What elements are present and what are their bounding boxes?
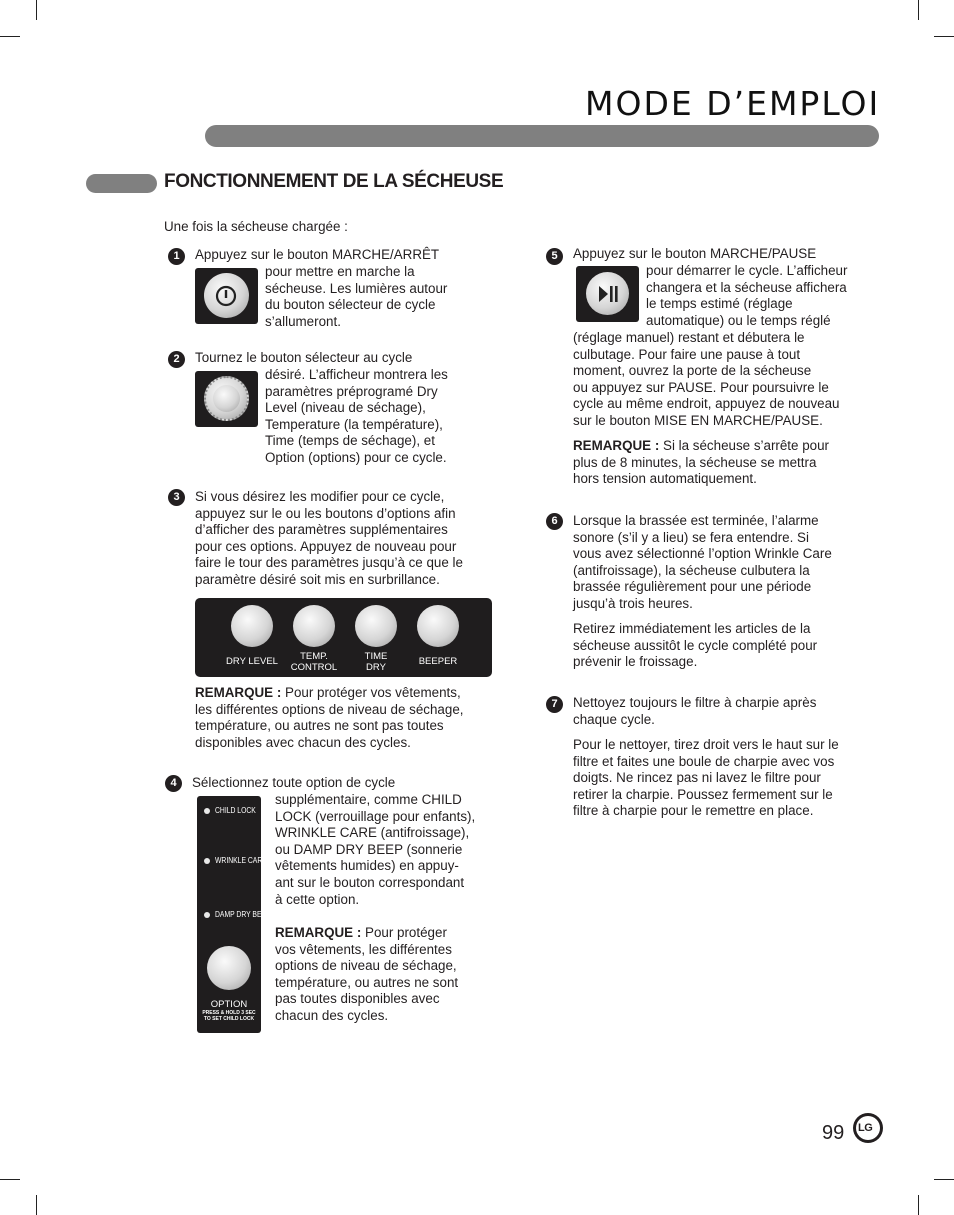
step-4-text: Sélectionnez toute option de cycle bbox=[192, 775, 396, 790]
step-6-text: Lorsque la brassée est terminée, l’alarme sonore (s’il y a lieu) se fera entendre. Si vous avez sélectionné l’option Wrinkle Care (antifroissage), la sécheuse culbutera la brassée régulièrement pour une période jusqu’à trois heures. bbox=[573, 513, 832, 611]
step-number-3: 3 bbox=[168, 489, 185, 506]
step-4-note: REMARQUE : Pour protéger vos vêtements, les différentes options de niveau de séchage, température, ou autres ne sont pas toutes disponibles avec chacun des cycles. bbox=[275, 925, 459, 1023]
crop-mark bbox=[918, 0, 919, 20]
section-title: FONCTIONNEMENT DE LA SÉCHEUSE bbox=[164, 171, 504, 192]
dry-level-label: DRY LEVEL bbox=[226, 656, 278, 667]
child-lock-led bbox=[204, 808, 210, 814]
crop-mark bbox=[0, 1179, 20, 1180]
step-number-5: 5 bbox=[546, 248, 563, 265]
cycle-selector-center bbox=[213, 385, 240, 412]
option-knob bbox=[207, 946, 251, 990]
step-number-1: 1 bbox=[168, 248, 185, 265]
damp-dry-beep-led bbox=[204, 912, 210, 918]
step-1-continued: pour mettre en marche la sécheuse. Les lumières autour du bouton sélecteur de cycle s’allumeront. bbox=[265, 264, 448, 329]
temp-control-knob bbox=[293, 605, 335, 647]
step-3-text: Si vous désirez les modifier pour ce cycle, appuyez sur le ou les boutons d’options afin d’afficher des paramètres supplémentaires pour ces options. Appuyez de nouveau pour faire le tour des paramètres jusqu’à ce que le paramètre désiré soit mis en surbrillance. bbox=[195, 489, 463, 587]
page-number: 99 bbox=[822, 1122, 845, 1144]
step-7-text: Nettoyez toujours le filtre à charpie après chaque cycle. bbox=[573, 695, 817, 727]
crop-mark bbox=[934, 1179, 954, 1180]
step-6-para2: Retirez immédiatement les articles de la sécheuse aussitôt le cycle complété pour prévenir le froissage. bbox=[573, 621, 818, 670]
power-icon bbox=[213, 283, 239, 309]
option-label: OPTION bbox=[210, 999, 248, 1010]
play-pause-icon bbox=[596, 283, 620, 305]
child-lock-label: CHILD LOCK bbox=[215, 806, 256, 815]
step-number-6: 6 bbox=[546, 513, 563, 530]
crop-mark bbox=[934, 36, 954, 37]
step-5-body: (réglage manuel) restant et débutera le culbutage. Pour faire une pause à tout moment, ouvrez la porte de la sécheuse ou appuyez sur PAUSE. Pour poursuivre le cycle au même endroit, appuyez de nouveau sur le bouton MISE EN MARCHE/PAUSE. bbox=[573, 330, 840, 428]
section-pill bbox=[86, 174, 157, 193]
start-pause-button-image bbox=[576, 266, 639, 322]
step-number-7: 7 bbox=[546, 696, 563, 713]
wrinkle-care-led bbox=[204, 858, 210, 864]
dry-level-knob bbox=[231, 605, 273, 647]
lg-logo-text: LG bbox=[858, 1122, 873, 1134]
step-5-text: Appuyez sur le bouton MARCHE/PAUSE bbox=[573, 246, 817, 261]
step-7-para2: Pour le nettoyer, tirez droit vers le haut sur le filtre et faites une boule de charpie avec vos doigts. Ne rincez pas ni lavez le filtre pour retirer la charpie. Poussez fermement sur le filtre à charpie pour le remettre en place. bbox=[573, 737, 839, 819]
option-sub-label: PRESS & HOLD 3 SEC TO SET CHILD LOCK bbox=[202, 1010, 256, 1022]
crop-mark bbox=[36, 0, 37, 20]
step-2-continued: désiré. L’afficheur montrera les paramètres préprogramé Dry Level (niveau de séchage), Temperature (la température), Time (temps de séchage), et Option (options) pour ce cycle. bbox=[265, 367, 448, 465]
time-dry-label: TIME DRY bbox=[364, 651, 388, 673]
step-number-4: 4 bbox=[165, 775, 182, 792]
time-dry-knob bbox=[355, 605, 397, 647]
step-number-2: 2 bbox=[168, 351, 185, 368]
header-bar bbox=[205, 125, 879, 147]
crop-mark bbox=[0, 36, 20, 37]
step-3-note: REMARQUE : Pour protéger vos vêtements, les différentes options de niveau de séchage, température, ou autres ne sont pas toutes disponibles avec chacun des cycles. bbox=[195, 685, 464, 750]
crop-mark bbox=[36, 1195, 37, 1215]
step-5-continued: pour démarrer le cycle. L’afficheur changera et la sécheuse affichera le temps estimé (réglage automatique) ou le temps réglé bbox=[646, 263, 848, 328]
damp-dry-beep-label: DAMP DRY BEEP bbox=[215, 910, 271, 919]
cycle-selector-image bbox=[195, 371, 258, 427]
wrinkle-care-label: WRINKLE CARE bbox=[215, 856, 267, 865]
crop-mark bbox=[918, 1195, 919, 1215]
control-panel-image bbox=[195, 598, 492, 677]
beeper-label: BEEPER bbox=[418, 656, 458, 667]
power-button-image bbox=[195, 268, 258, 324]
temp-control-label: TEMP. CONTROL bbox=[290, 651, 338, 673]
step-1-text: Appuyez sur le bouton MARCHE/ARRÊT bbox=[195, 247, 440, 262]
page-header-title: MODE D’EMPLOI bbox=[585, 84, 881, 123]
step-5-note: REMARQUE : Si la sécheuse s’arrête pour plus de 8 minutes, la sécheuse se mettra hors tension automatiquement. bbox=[573, 438, 830, 487]
lg-logo bbox=[853, 1113, 883, 1143]
step-2-text: Tournez le bouton sélecteur au cycle bbox=[195, 350, 413, 365]
option-panel-image bbox=[197, 796, 271, 1033]
step-4-continued: supplémentaire, comme CHILD LOCK (verrouillage pour enfants), WRINKLE CARE (antifroissage), ou DAMP DRY BEEP (sonnerie vêtements humides) en appuy- ant sur le bouton correspondant à cette option. bbox=[275, 792, 476, 907]
beeper-knob bbox=[417, 605, 459, 647]
intro-text: Une fois la sécheuse chargée : bbox=[164, 219, 348, 234]
